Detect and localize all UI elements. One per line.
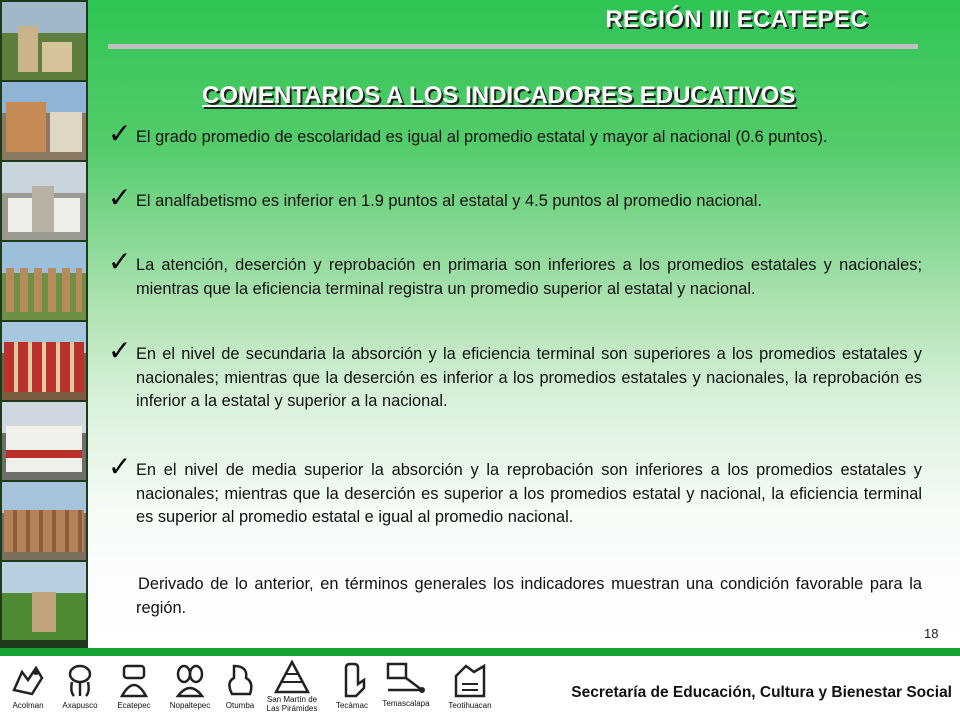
title-rule	[108, 44, 918, 49]
bullet-text: En el nivel de media superior la absorción y la reprobación son inferiores a los promedios estatales y nacionales; mientras que la deserción es superior a los promedios estatal y nacional, la eficiencia terminal es superior al promedio estatal e igual al promedio nacional.	[136, 461, 922, 526]
bullet-text: La atención, deserción y reprobación en primaria son inferiores a los promedios estatales y nacionales; mientras que la eficiencia terminal registra un promedio superior al estatal y nacional.	[136, 256, 922, 298]
check-mark-icon: ✓	[108, 182, 132, 213]
bullet-secundaria	[108, 335, 922, 414]
municipality-label: Tecámac	[335, 701, 368, 710]
footer	[0, 656, 960, 720]
municipality-label: Teotihuacan	[448, 701, 492, 710]
check-mark-icon: ✓	[108, 451, 132, 482]
municipality-label: Ecatepec	[117, 701, 151, 710]
municipality-san-martin	[264, 660, 320, 713]
photo-garden	[2, 562, 86, 640]
check-mark-icon: ✓	[108, 335, 132, 366]
photo-acolman-convent	[2, 2, 86, 80]
photo-town-hall	[2, 402, 86, 480]
pyramid-glyph-icon	[272, 660, 312, 694]
municipality-temascalapa	[378, 660, 434, 708]
municipality-ecatepec	[106, 660, 162, 710]
municipality-label: Acolman	[12, 701, 44, 710]
axapusco-glyph-icon	[60, 660, 100, 700]
bullet-primaria	[108, 246, 922, 301]
municipality-label: Otumba	[225, 701, 255, 710]
page-number: 18	[924, 626, 939, 641]
municipality-otumba	[212, 660, 268, 710]
municipality-label: Nopaltepec	[169, 701, 211, 710]
hand-glyph-icon	[332, 660, 372, 700]
photo-aqueduct	[2, 242, 86, 320]
bullet-escolaridad	[108, 118, 922, 150]
bottom-rule	[0, 648, 960, 656]
municipality-tecamac	[324, 660, 380, 710]
bullet-text: En el nivel de secundaria la absorción y la eficiencia terminal son superiores a los promedios estatales y nacionales; mientras que la deserción es inferior a los promedios estatales y nacionales, la reprobación es inferior a la estatal y superior a la nacional.	[136, 345, 922, 410]
teotihuacan-glyph-icon	[448, 660, 492, 700]
section-title: COMENTARIOS A LOS INDICADORES EDUCATIVOS	[202, 82, 796, 109]
municipality-axapusco	[52, 660, 108, 710]
bullet-text: El grado promedio de escolaridad es igual al promedio estatal y mayor al nacional (0.6 puntos).	[136, 128, 828, 146]
photo-government-building	[2, 482, 86, 560]
bullet-media-superior	[108, 451, 922, 530]
ecatepec-glyph-icon	[114, 660, 154, 700]
bullet-text: El analfabetismo es inferior en 1.9 puntos al estatal y 4.5 puntos al promedio nacional.	[136, 192, 762, 210]
bullet-analfabetismo	[108, 182, 922, 214]
region-title: REGIÓN III ECATEPEC	[605, 6, 868, 33]
photo-red-arcade	[2, 322, 86, 400]
photo-plaza	[2, 162, 86, 240]
conclusion-text: Derivado de lo anterior, en términos generales los indicadores muestran una condición favorable para la región.	[136, 575, 922, 617]
municipality-teotihuacan	[442, 660, 498, 710]
temascalapa-glyph-icon	[384, 660, 428, 698]
municipality-label: Axapusco	[62, 701, 98, 710]
secretaria-name: Secretaría de Educación, Cultura y Bienestar Social	[571, 684, 952, 701]
municipality-label: Temascalapa	[382, 699, 430, 708]
acolman-glyph-icon	[8, 660, 48, 700]
check-mark-icon: ✓	[108, 246, 132, 277]
check-mark-icon: ✓	[108, 118, 132, 149]
municipality-acolman	[0, 660, 56, 710]
nopaltepec-glyph-icon	[170, 660, 210, 700]
photo-colonial-street	[2, 82, 86, 160]
municipality-label: San Martín de Las Pirámides	[266, 695, 318, 713]
photo-strip	[0, 0, 88, 648]
otumba-glyph-icon	[220, 660, 260, 700]
municipality-nopaltepec	[162, 660, 218, 710]
